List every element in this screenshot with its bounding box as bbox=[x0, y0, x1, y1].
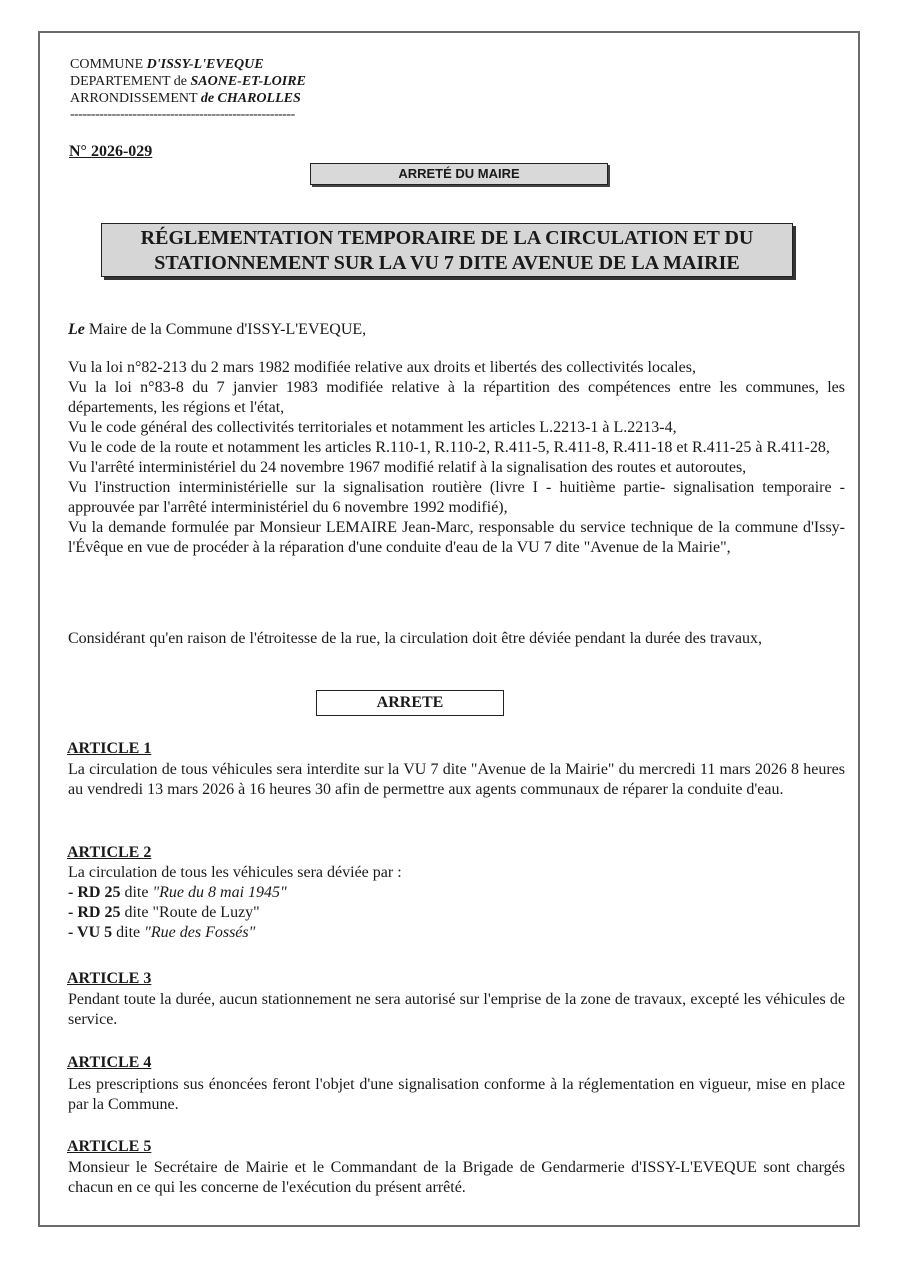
departement-name: SAONE-ET-LOIRE bbox=[190, 74, 306, 89]
article-5-heading: ARTICLE 5 bbox=[67, 1138, 152, 1155]
departement-label: DEPARTEMENT de bbox=[70, 74, 187, 89]
commune-label: COMMUNE bbox=[70, 57, 144, 72]
visa-item: Vu la loi n°83-8 du 7 janvier 1983 modifiée relative à la répartition des compétences entre les communes, les départements, les régions et l'état, bbox=[68, 379, 845, 416]
article-4-heading: ARTICLE 4 bbox=[67, 1054, 152, 1071]
detour-dash: - bbox=[68, 924, 78, 941]
detour-road: VU 5 bbox=[77, 924, 113, 941]
article-2-block bbox=[68, 863, 845, 943]
commune-name: D'ISSY-L'EVEQUE bbox=[146, 57, 264, 72]
visa-item: Vu le code général des collectivités territoriales et notamment les articles L.2213-1 à L.2213-4, bbox=[68, 419, 677, 436]
article-2-text: La circulation de tous les véhicules sera déviée par : bbox=[68, 864, 402, 881]
detour-item bbox=[68, 903, 845, 923]
article-1-heading: ARTICLE 1 bbox=[67, 740, 152, 757]
visa-item: Vu le code de la route et notamment les articles R.110-1, R.110-2, R.411-5, R.411-8, R.411-18 et R.411-25 à R.411-28, bbox=[68, 439, 830, 456]
visa-item: Vu la loi n°82-213 du 2 mars 1982 modifiée relative aux droits et libertés des collectivités locales, bbox=[68, 359, 696, 376]
article-2-heading: ARTICLE 2 bbox=[67, 844, 152, 861]
detour-name: "Rue des Fossés" bbox=[144, 924, 256, 941]
detour-dite: dite bbox=[112, 924, 145, 941]
article-5-text: Monsieur le Secrétaire de Mairie et le Commandant de la Brigade de Gendarmerie d'ISSY-L'EVEQUE sont chargés chacun en ce qui les concerne de l'exécution du présent arrêté. bbox=[68, 1159, 845, 1196]
decree-title-line1: RÉGLEMENTATION TEMPORAIRE DE LA CIRCULATION ET DU bbox=[140, 227, 754, 249]
article-3-heading: ARTICLE 3 bbox=[67, 970, 152, 987]
detour-road: RD 25 bbox=[77, 884, 121, 901]
visa-item: Vu l'arrêté interministériel du 24 novembre 1967 modifié relatif à la signalisation des routes et autoroutes, bbox=[68, 459, 747, 476]
header-arrondissement bbox=[70, 91, 301, 107]
detour-dite: dite bbox=[120, 904, 153, 921]
intro-initial: Le bbox=[68, 321, 85, 338]
detour-name: "Route de Luzy" bbox=[152, 904, 260, 921]
header-departement bbox=[70, 74, 306, 90]
visas-block bbox=[68, 358, 845, 558]
decree-title-box bbox=[101, 223, 793, 277]
article-4-text: Les prescriptions sus énoncées feront l'objet d'une signalisation conforme à la réglementation en vigueur, mise en place par la Commune. bbox=[68, 1076, 845, 1113]
header-commune bbox=[70, 57, 264, 73]
visa-item: Vu l'instruction interministérielle sur la signalisation routière (livre I - huitième partie- signalisation temporaire - approuvée par l'arrêté interministériel du 6 novembre 1992 modifié), bbox=[68, 479, 845, 516]
article-1-text: La circulation de tous véhicules sera interdite sur la VU 7 dite "Avenue de la Mairie" du mercredi 11 mars 2026 8 heures au vendredi 13 mars 2026 à 16 heures 30 afin de permettre aux agents communaux de réparer la conduite d'eau. bbox=[68, 761, 845, 798]
decree-number: N° 2026-029 bbox=[69, 143, 153, 160]
detour-dite: dite bbox=[120, 884, 153, 901]
intro-text: Maire de la Commune d'ISSY-L'EVEQUE, bbox=[84, 321, 367, 338]
detour-dash: - bbox=[68, 904, 78, 921]
arrondissement-name: de CHAROLLES bbox=[200, 91, 301, 106]
detour-dash: - bbox=[68, 884, 78, 901]
detour-item bbox=[68, 923, 845, 943]
detour-name: "Rue du 8 mai 1945" bbox=[152, 884, 287, 901]
visa-item: Vu la demande formulée par Monsieur LEMAIRE Jean-Marc, responsable du service technique de la commune d'Issy-l'Évêque en vue de procéder à la réparation d'une conduite d'eau de la VU 7 dite "Avenue de la Mairie", bbox=[68, 519, 845, 556]
detour-item bbox=[68, 883, 845, 903]
detour-road: RD 25 bbox=[77, 904, 121, 921]
article-3-text: Pendant toute la durée, aucun stationnement ne sera autorisé sur l'emprise de la zone de travaux, excepté les véhicules de service. bbox=[68, 991, 845, 1028]
decree-title-line2: STATIONNEMENT SUR LA VU 7 DITE AVENUE DE LA MAIRIE bbox=[154, 252, 740, 274]
header-separator: ------------------------------------------------------ bbox=[70, 107, 295, 122]
arrete-heading: ARRETE bbox=[316, 690, 504, 716]
considerant: Considérant qu'en raison de l'étroitesse de la rue, la circulation doit être déviée pendant la durée des travaux, bbox=[68, 630, 762, 647]
arrondissement-label: ARRONDISSEMENT bbox=[70, 91, 198, 106]
intro-line bbox=[68, 320, 845, 340]
arrete-du-maire-banner: ARRETÉ DU MAIRE bbox=[310, 163, 608, 185]
